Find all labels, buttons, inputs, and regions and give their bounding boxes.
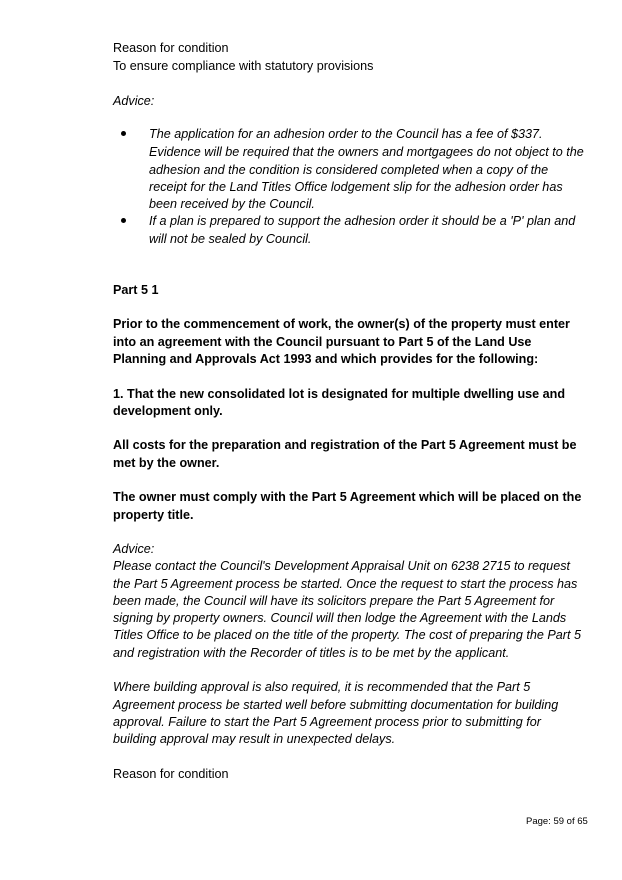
advice-para-1-line-1: Please contact the Council's Development Appraisal Unit on 6238 2715 to request — [113, 559, 570, 573]
advice-para-2-line-2: Agreement process be started well before submitting documentation for building — [113, 698, 559, 712]
bullet-dot-icon — [120, 217, 128, 225]
comply-line-2: property title. — [113, 508, 194, 522]
prior-line-1: Prior to the commencement of work, the owner(s) of the property must enter — [113, 317, 570, 331]
page-number: Page: 59 of 65 — [526, 816, 588, 827]
advice-para-2-line-4: building approval may result in unexpected delays. — [113, 732, 396, 746]
advice-label-2: Advice: — [113, 542, 155, 556]
prior-line-3: Planning and Approvals Act 1993 and which provides for the following: — [113, 352, 539, 366]
bullet-1-line-4: receipt for the Land Titles Office lodgement slip for the adhesion order has — [149, 180, 563, 194]
advice-para-1-line-3: been made, the Council will have its solicitors prepare the Part 5 Agreement for — [113, 594, 555, 608]
reason-heading: Reason for condition — [113, 41, 229, 55]
reason-text: To ensure compliance with statutory provisions — [113, 59, 374, 73]
bullet-1-line-3: adhesion and the condition is considered completed when a copy of the — [149, 163, 549, 177]
bullet-2-line-2: will not be sealed by Council. — [149, 232, 312, 246]
item-1-line-1: 1. That the new consolidated lot is designated for multiple dwelling use and — [113, 387, 566, 401]
advice-label: Advice: — [113, 94, 155, 108]
bullet-1-line-2: Evidence will be required that the owners and mortgagees do not object to the — [149, 145, 584, 159]
bullet-2-line-1: If a plan is prepared to support the adhesion order it should be a 'P' plan and — [149, 214, 576, 228]
costs-line-1: All costs for the preparation and registration of the Part 5 Agreement must be — [113, 438, 577, 452]
bullet-1-line-5: been received by the Council. — [149, 197, 315, 211]
part-heading: Part 5 1 — [113, 283, 159, 297]
advice-para-1-line-5: Titles Office to be placed on the title of the property. The cost of preparing the Part 5 — [113, 628, 581, 642]
bullet-1-line-1: The application for an adhesion order to the Council has a fee of $337. — [149, 127, 543, 141]
costs-line-2: met by the owner. — [113, 456, 220, 470]
advice-para-1-line-2: the Part 5 Agreement process be started. Once the request to start the process has — [113, 577, 578, 591]
advice-para-1-line-4: signing by property owners. Council will then lodge the Agreement with the Lands — [113, 611, 567, 625]
prior-line-2: into an agreement with the Council pursuant to Part 5 of the Land Use — [113, 335, 532, 349]
advice-para-2-line-1: Where building approval is also required, it is recommended that the Part 5 — [113, 680, 531, 694]
advice-para-1-line-6: and registration with the Recorder of titles is to be met by the applicant. — [113, 646, 510, 660]
item-1-line-2: development only. — [113, 404, 223, 418]
reason-heading-bottom: Reason for condition — [113, 767, 229, 781]
comply-line-1: The owner must comply with the Part 5 Agreement which will be placed on the — [113, 490, 582, 504]
bullet-dot-icon — [120, 130, 128, 138]
advice-para-2-line-3: approval. Failure to start the Part 5 Agreement process prior to submitting for — [113, 715, 541, 729]
